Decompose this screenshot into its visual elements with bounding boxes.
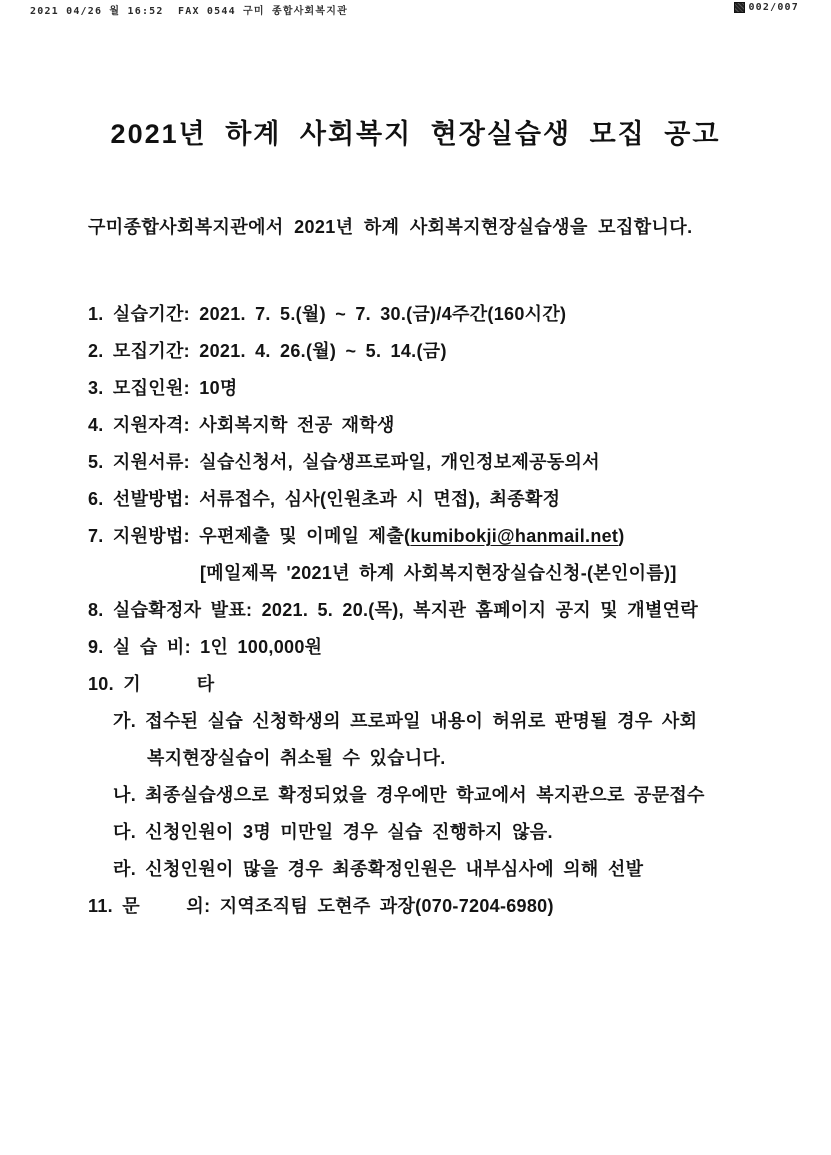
- list-item-8: 8. 실습확정자 발표: 2021. 5. 20.(목), 복지관 홈페이지 공지 및 개별연락: [88, 600, 699, 620]
- list-item-7-suffix: ): [618, 526, 625, 546]
- list-item-11: 11. 문 의: 지역조직팀 도현주 과장(070-7204-6980): [88, 896, 554, 916]
- sub-item-ra: 라. 신청인원이 많을 경우 최종확정인원은 내부심사에 의해 선발: [113, 859, 644, 879]
- list-item-5: 5. 지원서류: 실습신청서, 실습생프로파일, 개인정보제공동의서: [88, 452, 600, 472]
- sub-item-da: 다. 신청인원이 3명 미만일 경우 실습 진행하지 않음.: [113, 822, 553, 842]
- document-page-icon: [734, 2, 745, 13]
- list-item-1: 1. 실습기간: 2021. 7. 5.(월) ~ 7. 30.(금)/4주간(160시간): [88, 304, 567, 324]
- list-item-2: 2. 모집기간: 2021. 4. 26.(월) ~ 5. 14.(금): [88, 341, 447, 361]
- intro-paragraph: 구미종합사회복지관에서 2021년 하계 사회복지현장실습생을 모집합니다.: [88, 217, 693, 237]
- fax-header-left: 2021 04/26 월 16:52 FAX 0544 구미 종합사회복지관: [30, 6, 348, 17]
- sub-item-ga-line2: 복지현장실습이 취소될 수 있습니다.: [147, 748, 446, 768]
- list-item-7-prefix: 7. 지원방법: 우편제출 및 이메일 제출(: [88, 526, 411, 546]
- document-body: [88, 213, 821, 925]
- mail-subject-note: [메일제목 '2021년 하계 사회복지현장실습신청-(본인이름)]: [200, 563, 677, 583]
- list-item-10: 10. 기 타: [88, 674, 215, 694]
- email-address: kumibokji@hanmail.net: [410, 526, 619, 546]
- list-item-7: [88, 518, 821, 555]
- sub-item-na: 나. 최종실습생으로 확정되었을 경우에만 학교에서 복지관으로 공문접수: [113, 785, 705, 805]
- fax-transmission-header: [30, 2, 799, 17]
- list-item-3: 3. 모집인원: 10명: [88, 378, 238, 398]
- fax-page-count: 002/007: [748, 2, 799, 13]
- list-item-9: 9. 실 습 비: 1인 100,000원: [88, 637, 323, 657]
- fax-header-right: [734, 2, 799, 13]
- list-item-6: 6. 선발방법: 서류접수, 심사(인원초과 시 면접), 최종확정: [88, 489, 561, 509]
- sub-item-ga-line1: 가. 접수된 실습 신청학생의 프로파일 내용이 허위로 판명될 경우 사회: [113, 711, 698, 731]
- document-title: 2021년 하계 사회복지 현장실습생 모집 공고: [110, 119, 721, 149]
- list-item-4: 4. 지원자격: 사회복지학 전공 재학생: [88, 415, 395, 435]
